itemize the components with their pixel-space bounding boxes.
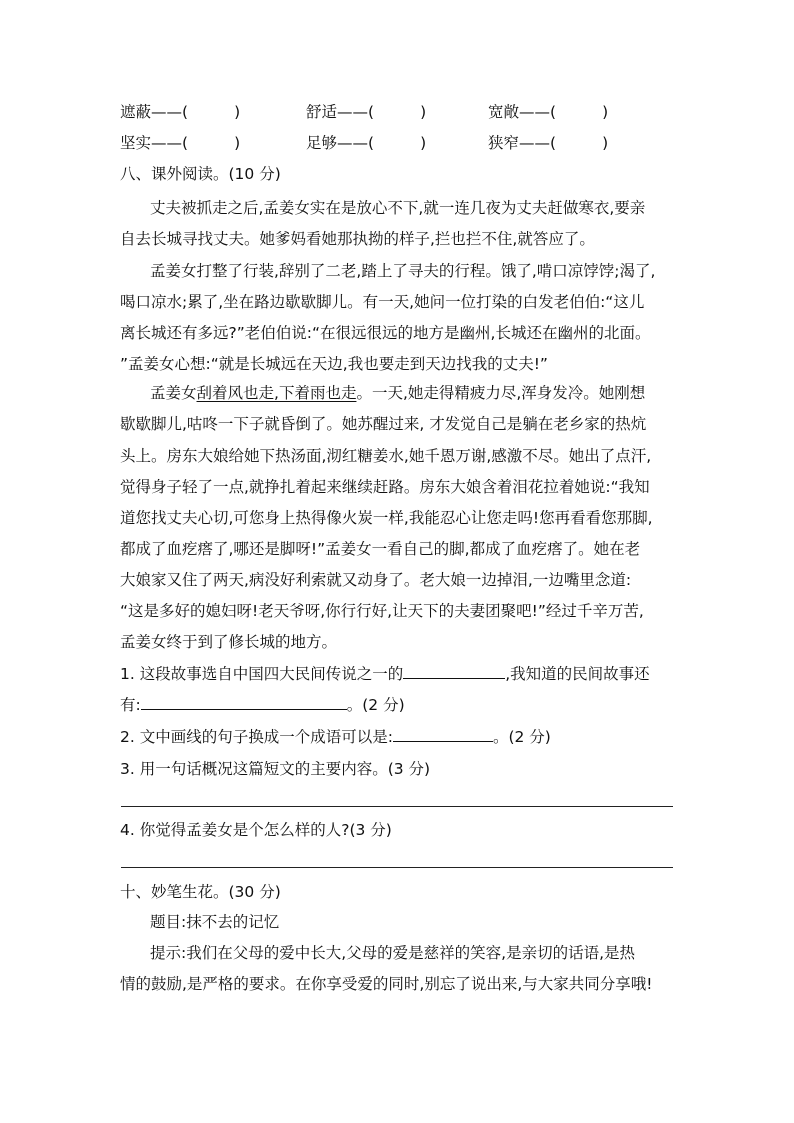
antonym-word: 狭窄——( bbox=[488, 134, 557, 152]
antonym-word: 坚实——( bbox=[120, 134, 189, 152]
section-heading: 十、妙笔生花。(30 分) bbox=[120, 883, 281, 901]
antonym-close: ) bbox=[234, 134, 241, 152]
antonym-close: ) bbox=[602, 134, 609, 152]
essay-title: 题目:抹不去的记忆 bbox=[150, 913, 280, 931]
passage-line: 头上。房东大娘给她下热汤面,沏红糖姜水,她千恩万谢,感激不尽。她出了点汗, bbox=[120, 447, 652, 465]
antonym-close: ) bbox=[420, 134, 427, 152]
passage-line: 都成了血疙瘩了,哪还是脚呀!”孟姜女一看自己的脚,都成了血疙瘩了。她在老 bbox=[120, 540, 641, 558]
question-4: 4. 你觉得孟姜女是个怎么样的人?(3 分) bbox=[120, 821, 392, 839]
passage-line: 自去长城寻找丈夫。她爹妈看她那执拗的样子,拦也拦不住,就答应了。 bbox=[120, 230, 595, 248]
passage-line: ”孟姜女心想:“就是长城远在天边,我也要走到天边找我的丈夫!” bbox=[120, 355, 548, 373]
antonym-close: ) bbox=[234, 103, 241, 121]
question-text: 。(2 分) bbox=[346, 696, 405, 714]
passage-line: 孟姜女打整了行装,辞别了二老,踏上了寻夫的行程。饿了,啃口凉饽饽;渴了, bbox=[150, 262, 656, 280]
answer-line[interactable] bbox=[121, 806, 673, 807]
antonym-word: 足够——( bbox=[306, 134, 375, 152]
answer-blank[interactable] bbox=[393, 727, 493, 742]
question-2 bbox=[120, 727, 551, 747]
question-text: 1. 这段故事选自中国四大民间传说之一的 bbox=[120, 665, 404, 683]
passage-line: “这是多好的媳妇呀!老天爷呀,你行行好,让天下的夫妻团聚吧!”经过千辛万苦, bbox=[120, 602, 644, 620]
passage-line: 觉得身子轻了一点,就挣扎着起来继续赶路。房东大娘含着泪花拉着她说:“我知 bbox=[120, 478, 650, 496]
passage-line: 丈夫被抓走之后,孟姜女实在是放心不下,就一连几夜为丈夫赶做寒衣,要亲 bbox=[150, 199, 646, 217]
passage-line: 歇歇脚儿,咕咚一下子就昏倒了。她苏醒过来, 才发觉自己是躺在老乡家的热炕 bbox=[120, 415, 647, 433]
passage-text: 孟姜女 bbox=[150, 384, 197, 402]
passage-text: 。一天,她走得精疲力尽,浑身发冷。她刚想 bbox=[356, 384, 646, 402]
antonym-close: ) bbox=[602, 103, 609, 121]
question-3: 3. 用一句话概况这篇短文的主要内容。(3 分) bbox=[120, 760, 431, 778]
passage-line: 喝口凉水;累了,坐在路边歇歇脚儿。有一天,她问一位打染的白发老伯伯:“这儿 bbox=[120, 293, 645, 311]
essay-hint-line: 情的鼓励,是严格的要求。在你享受爱的同时,别忘了说出来,与大家共同分享哦! bbox=[120, 975, 653, 993]
antonym-row-2 bbox=[120, 133, 680, 153]
question-text: ,我知道的民间故事还 bbox=[505, 665, 650, 683]
passage-line: 道您找丈夫心切,可您身上热得像火炭一样,我能忍心让您走吗!您再看看您那脚, bbox=[120, 509, 653, 527]
antonym-word: 宽敞——( bbox=[488, 103, 557, 121]
question-1-cont bbox=[120, 695, 405, 715]
underlined-sentence: 刮着风也走,下着雨也走 bbox=[196, 384, 357, 402]
section-heading: 八、课外阅读。(10 分) bbox=[120, 165, 281, 183]
answer-blank[interactable] bbox=[403, 664, 505, 679]
antonym-item bbox=[488, 102, 608, 122]
passage-line: 大娘家又住了两天,病没好利索就又动身了。老大娘一边掉泪,一边嘴里念道: bbox=[120, 571, 632, 589]
antonym-item bbox=[306, 133, 426, 153]
antonym-close: ) bbox=[420, 103, 427, 121]
essay-hint-line: 提示:我们在父母的爱中长大,父母的爱是慈祥的笑容,是亲切的话语,是热 bbox=[150, 944, 636, 962]
question-text: 有: bbox=[120, 696, 141, 714]
antonym-item bbox=[488, 133, 608, 153]
antonym-item bbox=[306, 102, 426, 122]
question-1 bbox=[120, 664, 650, 684]
antonym-word: 舒适——( bbox=[306, 103, 375, 121]
antonym-item bbox=[120, 102, 240, 122]
answer-line[interactable] bbox=[121, 867, 673, 868]
passage-line bbox=[150, 383, 645, 403]
question-text: 。(2 分) bbox=[492, 728, 551, 746]
passage-line: 孟姜女终于到了修长城的地方。 bbox=[120, 633, 338, 651]
question-text: 2. 文中画线的句子换成一个成语可以是: bbox=[120, 728, 393, 746]
antonym-item bbox=[120, 133, 240, 153]
antonym-row-1 bbox=[120, 102, 680, 122]
antonym-word: 遮蔽——( bbox=[120, 103, 189, 121]
passage-line: 离长城还有多远?”老伯伯说:“在很远很远的地方是幽州,长城还在幽州的北面。 bbox=[120, 324, 651, 342]
answer-blank[interactable] bbox=[141, 695, 347, 710]
